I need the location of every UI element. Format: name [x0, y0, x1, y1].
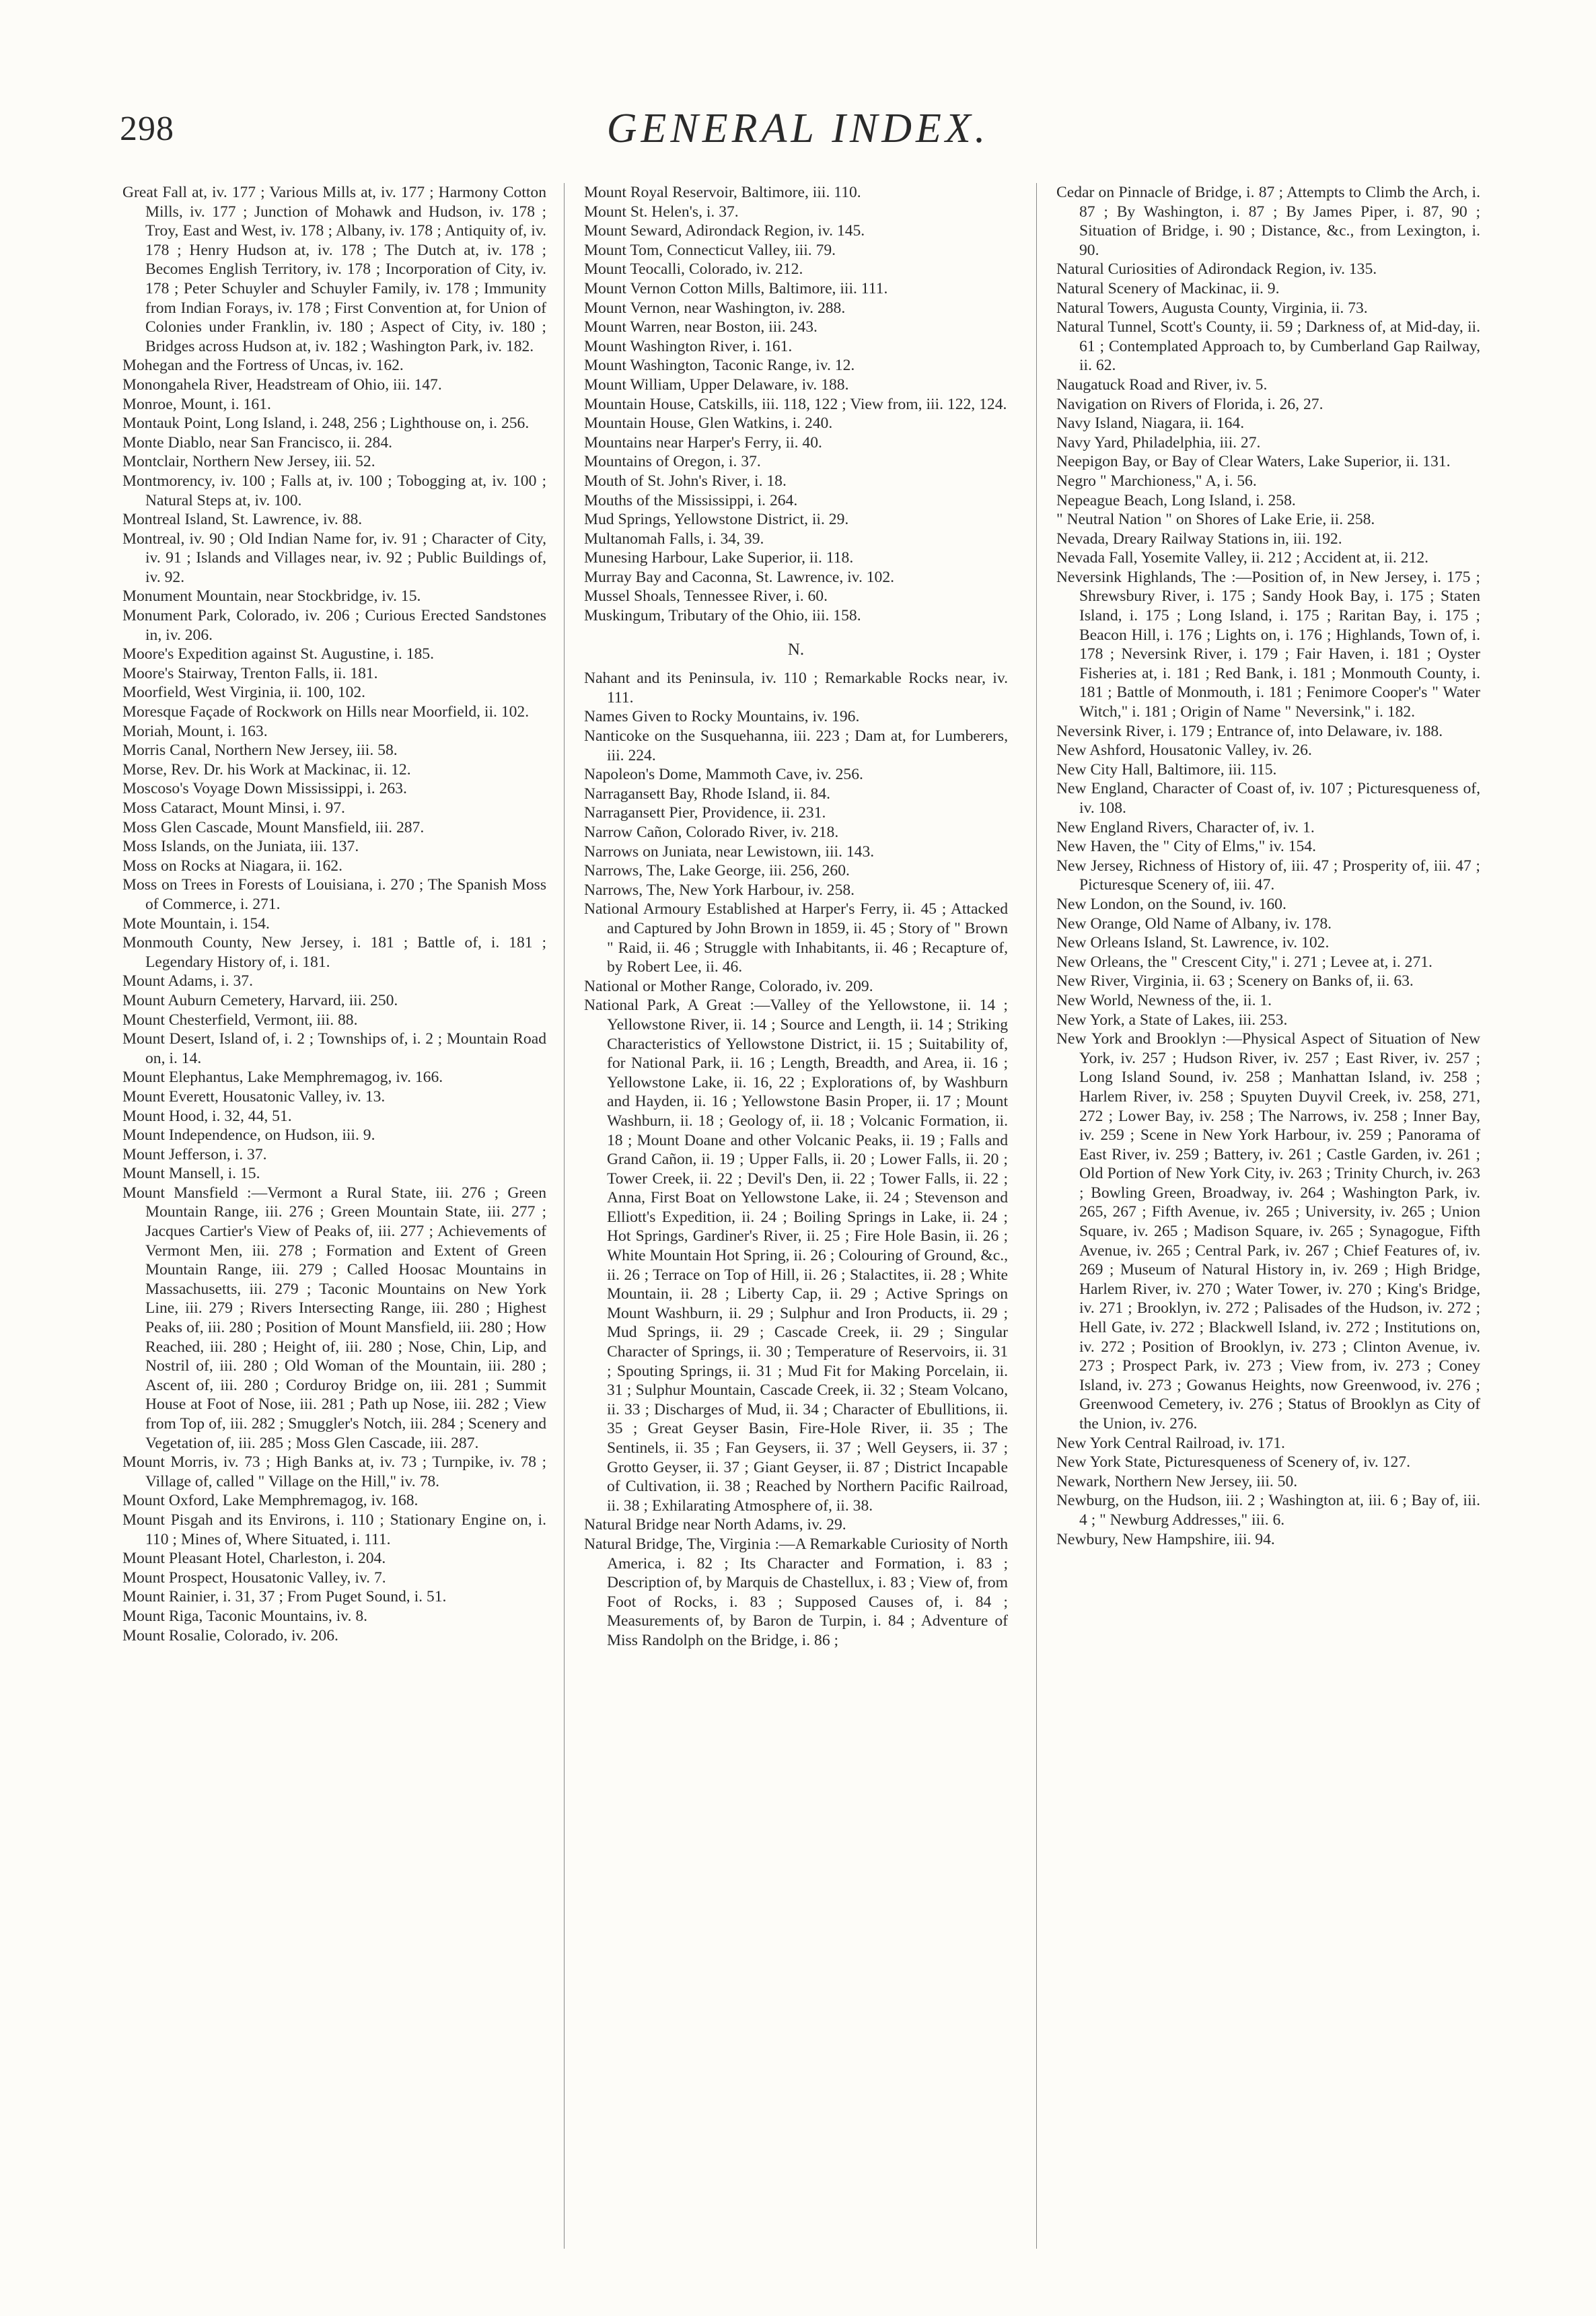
index-entry: Mount Washington, Taconic Range, iv. 12.	[584, 357, 855, 375]
index-entry: Moore's Stairway, Trenton Falls, ii. 181.	[122, 664, 378, 682]
index-entry: New York Central Railroad, iv. 171.	[1056, 1434, 1285, 1452]
index-entry: Neversink River, i. 179 ; Entrance of, into Delaware, iv. 188.	[1056, 722, 1443, 740]
index-entry: Mount Vernon, near Washington, iv. 288.	[584, 299, 846, 317]
index-entry: Mountains near Harper's Ferry, ii. 40.	[584, 433, 822, 451]
index-entry: Mount Hood, i. 32, 44, 51.	[122, 1107, 292, 1125]
index-entry: Newbury, New Hampshire, iii. 94.	[1056, 1530, 1275, 1548]
index-entry: Newburg, on the Hudson, iii. 2 ; Washington at, iii. 6 ; Bay of, iii. 4 ; " Newburg Addresses," iii. 6.	[1056, 1492, 1480, 1529]
index-entry: Muskingum, Tributary of the Ohio, iii. 158.	[584, 607, 861, 625]
index-entry: Names Given to Rocky Mountains, iv. 196.	[584, 708, 860, 726]
index-entry: Narrows, The, New York Harbour, iv. 258.	[584, 881, 855, 899]
index-entry: Moscoso's Voyage Down Mississippi, i. 263.	[122, 780, 407, 798]
index-entry: Mount Pleasant Hotel, Charleston, i. 204.	[122, 1550, 386, 1568]
index-entry: New Orleans Island, St. Lawrence, iv. 102.	[1056, 934, 1330, 952]
index-entry: New Orange, Old Name of Albany, iv. 178.	[1056, 914, 1332, 933]
index-entry: Mount Warren, near Boston, iii. 243.	[584, 318, 818, 336]
index-entry: Natural Towers, Augusta County, Virginia, ii. 73.	[1056, 299, 1368, 317]
index-entry: New Ashford, Housatonic Valley, iv. 26.	[1056, 741, 1312, 760]
index-entry: New York State, Picturesqueness of Scenery of, iv. 127.	[1056, 1453, 1410, 1472]
index-entry: Moss Islands, on the Juniata, iii. 137.	[122, 838, 359, 856]
index-entry: Mouths of the Mississippi, i. 264.	[584, 491, 798, 509]
index-entry: Nevada Fall, Yosemite Valley, ii. 212 ; Accident at, ii. 212.	[1056, 549, 1429, 567]
index-entry: New Orleans, the " Crescent City," i. 271 ; Levee at, i. 271.	[1056, 953, 1432, 971]
index-group-n	[584, 669, 1008, 1650]
section-letter: N.	[787, 640, 805, 659]
index-entry: Multanomah Falls, i. 34, 39.	[584, 530, 764, 548]
index-entry: Monmouth County, New Jersey, i. 181 ; Battle of, i. 181 ; Legendary History of, i. 181.	[122, 934, 546, 971]
index-entry: Morse, Rev. Dr. his Work at Mackinac, ii. 12.	[122, 760, 411, 779]
index-entry: Navy Yard, Philadelphia, iii. 27.	[1056, 433, 1261, 451]
index-entry: Mount Pisgah and its Environs, i. 110 ; Stationary Engine on, i. 110 ; Mines of, Where Situated, i. 111.	[122, 1511, 546, 1548]
index-entry: New Jersey, Richness of History of, iii. 47 ; Prosperity of, iii. 47 ; Picturesque Scenery of, iii. 47.	[1056, 857, 1480, 894]
index-entry: Narrows on Juniata, near Lewistown, iii. 143.	[584, 842, 875, 861]
index-entry: Mount Riga, Taconic Mountains, iv. 8.	[122, 1607, 368, 1625]
index-entry: Cedar on Pinnacle of Bridge, i. 87 ; Attempts to Climb the Arch, i. 87 ; By Washington, i. 87 ; By James Piper, i. 87, 90 ; Situation of Bridge, i. 90 ; Distance, &c., from Lexington, i. 90.	[1056, 184, 1480, 259]
index-entry: Natural Scenery of Mackinac, ii. 9.	[1056, 279, 1280, 297]
index-entry: Narrow Cañon, Colorado River, iv. 218.	[584, 824, 839, 841]
index-entry: Narragansett Pier, Providence, ii. 231.	[584, 804, 826, 822]
index-entry: Moorfield, West Virginia, ii. 100, 102.	[122, 684, 366, 702]
index-entry: New Haven, the " City of Elms," iv. 154.	[1056, 838, 1317, 856]
index-entry: Moore's Expedition against St. Augustine, i. 185.	[122, 645, 434, 663]
index-entry: Nahant and its Peninsula, iv. 110 ; Remarkable Rocks near, iv. 111.	[584, 670, 1008, 707]
index-entry: Mud Springs, Yellowstone District, ii. 29.	[584, 511, 849, 529]
index-entry: Mount Auburn Cemetery, Harvard, iii. 250.	[122, 991, 398, 1009]
index-entry: Mount Chesterfield, Vermont, iii. 88.	[122, 1011, 358, 1029]
index-entry: Monument Park, Colorado, iv. 206 ; Curious Erected Sandstones in, iv. 206.	[122, 607, 546, 644]
index-entry: Mount Washington River, i. 161.	[584, 337, 793, 355]
index-entry: Moss on Rocks at Niagara, ii. 162.	[122, 857, 342, 875]
index-entry: Mount Jefferson, i. 37.	[122, 1145, 267, 1163]
index-entry: Natural Tunnel, Scott's County, ii. 59 ; Darkness of, at Mid-day, ii. 61 ; Contemplated Approach to, by Cumberland Gap Railway, ii. 62.	[1056, 318, 1480, 375]
index-entry: Mount Royal Reservoir, Baltimore, iii. 110.	[584, 184, 861, 201]
index-entry: New City Hall, Baltimore, iii. 115.	[1056, 760, 1277, 779]
index-entry: National or Mother Range, Colorado, iv. 209.	[584, 977, 873, 995]
index-entry: Moss on Trees in Forests of Louisiana, i. 270 ; The Spanish Moss of Commerce, i. 271.	[122, 876, 546, 913]
index-entry: Moss Cataract, Mount Minsi, i. 97.	[122, 799, 345, 817]
index-entry: Morris Canal, Northern New Jersey, iii. 58.	[122, 741, 398, 760]
index-entry: Murray Bay and Caconna, St. Lawrence, iv. 102.	[584, 568, 895, 586]
index-entry: Mount Adams, i. 37.	[122, 972, 254, 990]
index-entry: Mount Teocalli, Colorado, iv. 212.	[584, 260, 803, 279]
index-entry: Natural Bridge, The, Virginia :—A Remarkable Curiosity of North America, i. 82 ; Its Character and Formation, i. 83 ; Description of, by Marquis de Chastellux, i. 83 ; View of, from Foot of Rocks, i. 83 ; Supposed Causes of, i. 84 ; Measurements of, by Baron de Turpin, i. 84 ; Adventure of Miss Randolph on the Bridge, i. 86 ;	[584, 1535, 1008, 1649]
page-title: GENERAL INDEX.	[606, 106, 990, 151]
index-entry: National Park, A Great :—Valley of the Yellowstone, ii. 14 ; Yellowstone River, ii. 14 ; Source and Length, ii. 14 ; Striking Characteristics of Yellowstone District, ii. 15 ; Suitability of, for National Park, ii. 16 ; Length, Breadth, and Area, ii. 16 ; Yellowstone Lake, ii. 16, 22 ; Explorations of, by Washburn and Hayden, ii. 16 ; Yellowstone Basin Proper, ii. 17 ; Mount Washburn, ii. 18 ; Geology of, ii. 18 ; Volcanic Formation, ii. 18 ; Mount Doane and other Volcanic Peaks, ii. 19 ; Falls and Grand Cañon, ii. 19 ; Upper Falls, ii. 20 ; Lower Falls, ii. 20 ; Tower Creek, ii. 22 ; Devil's Den, ii. 22 ; Tower Falls, ii. 22 ; Anna, First Boat on Yellowstone Lake, ii. 24 ; Stevenson and Elliott's Expedition, ii. 24 ; Boiling Springs in Lake, ii. 24 ; Hot Springs, Gardiner's River, ii. 25 ; Fire Hole Basin, ii. 26 ; White Mountain Hot Spring, ii. 26 ; Colouring of Ground, &c., ii. 26 ; Terrace on Top of Hill, ii. 26 ; Stalactites, ii. 28 ; White Mountain, ii. 28 ; Liberty Cap, ii. 29 ; Active Springs on Mount Washburn, ii. 29 ; Sulphur and Iron Products, ii. 29 ; Mud Springs, ii. 29 ; Cascade Creek, ii. 29 ; Singular Character of Springs, ii. 30 ; Temperature of Reservoirs, ii. 31 ; Spouting Springs, ii. 31 ; Mud Fit for Making Porcelain, ii. 31 ; Sulphur Mountain, Cascade Creek, ii. 32 ; Steam Volcano, ii. 33 ; Discharges of Mud, ii. 34 ; Character of Ebullitions, ii. 35 ; Great Geyser Basin, Fire-Hole River, ii. 35 ; The Sentinels, ii. 35 ; Fan Geysers, ii. 37 ; Well Geysers, ii. 37 ; Grotto Geyser, ii. 37 ; Giant Geyser, ii. 87 ; District Incapable of Cultivation, ii. 38 ; Reached by Northern Pacific Railroad, ii. 38 ; Exhilarating Atmosphere of, ii. 38.	[584, 997, 1008, 1515]
index-entry: Mount Seward, Adirondack Region, iv. 145.	[584, 222, 865, 240]
index-entry: Mount William, Upper Delaware, iv. 188.	[584, 375, 849, 394]
index-entry: Mouth of St. John's River, i. 18.	[584, 472, 787, 490]
index-entry: Mount St. Helen's, i. 37.	[584, 203, 739, 221]
index-entry: Monongahela River, Headstream of Ohio, iii. 147.	[122, 375, 442, 394]
index-column-3	[1056, 183, 1480, 2282]
index-entry: Neversink Highlands, The :—Position of, in New Jersey, i. 175 ; Shrewsbury River, i. 175 ; Sandy Hook Bay, i. 175 ; Staten Island, i. 175 ; Long Island, i. 175 ; Raritan Bay, i. 175 ; Beacon Hill, i. 176 ; Lights on, i. 176 ; Highlands, Town of, i. 178 ; Neversink River, i. 179 ; Fair Haven, i. 181 ; Oyster Fisheries at, i. 181 ; Red Bank, i. 181 ; Monmouth County, i. 181 ; Battle of Monmouth, i. 181 ; Fenimore Cooper's " Water Witch," i. 181 ; Origin of Name " Neversink," i. 182.	[1056, 568, 1480, 721]
index-group-m	[584, 183, 1008, 626]
index-entry: Mountains of Oregon, i. 37.	[584, 453, 761, 471]
index-entry: New World, Newness of the, ii. 1.	[1056, 991, 1272, 1009]
index-entry: Mount Mansfield :—Vermont a Rural State, iii. 276 ; Green Mountain Range, iii. 276 ; Green Mountain State, iii. 277 ; Jacques Cartier's View of Peaks of, iii. 277 ; Achievements of Vermont Men, iii. 278 ; Formation and Extent of Green Mountain Range, iii. 279 ; Called Hoosac Mountains in Massachusetts, iii. 279 ; Taconic Mountains on New York Line, iii. 279 ; Rivers Intersecting Range, iii. 280 ; Highest Peaks of, iii. 280 ; Position of Mount Mansfield, iii. 280 ; How Reached, iii. 280 ; Height of, iii. 280 ; Nose, Chin, Lip, and Nostril of, iii. 280 ; Old Woman of the Mountain, iii. 280 ; Ascent of, iii. 280 ; Corduroy Bridge on, iii. 281 ; Summit House at Foot of Nose, iii. 281 ; Path up Nose, iii. 282 ; View from Top of, iii. 282 ; Smuggler's Notch, iii. 284 ; Scenery and Vegetation of, iii. 285 ; Moss Glen Cascade, iii. 287.	[122, 1184, 546, 1452]
index-entry: New England, Character of Coast of, iv. 107 ; Picturesqueness of, iv. 108.	[1056, 780, 1480, 817]
index-entry: Montmorency, iv. 100 ; Falls at, iv. 100 ; Tobogging at, iv. 100 ; Natural Steps at, iv. 100.	[122, 472, 546, 509]
index-entry: New York, a State of Lakes, iii. 253.	[1056, 1011, 1288, 1029]
index-entry: Mount Desert, Island of, i. 2 ; Townships of, i. 2 ; Mountain Road on, i. 14.	[122, 1030, 546, 1067]
index-entry: Natural Curiosities of Adirondack Region, iv. 135.	[1056, 260, 1377, 279]
index-entry: Narragansett Bay, Rhode Island, ii. 84.	[584, 785, 831, 803]
index-entry: Mussel Shoals, Tennessee River, i. 60.	[584, 587, 828, 606]
index-entry: Mount Oxford, Lake Memphremagog, iv. 168.	[122, 1492, 419, 1510]
index-entry: Moriah, Mount, i. 163.	[122, 722, 268, 740]
index-column-2	[584, 183, 1008, 2282]
index-entry: New England Rivers, Character of, iv. 1.	[1056, 818, 1315, 836]
index-entry: Montreal Island, St. Lawrence, iv. 88.	[122, 511, 363, 529]
index-entry: Montclair, Northern New Jersey, iii. 52.	[122, 453, 375, 471]
index-entry: Montreal, iv. 90 ; Old Indian Name for, iv. 91 ; Character of City, iv. 91 ; Islands and Villages near, iv. 92 ; Public Buildings of, iv. 92.	[122, 530, 546, 586]
index-entry: Mount Rainier, i. 31, 37 ; From Puget Sound, i. 51.	[122, 1588, 447, 1606]
index-entry: Monte Diablo, near San Francisco, ii. 284.	[122, 433, 393, 451]
index-entry: Mount Prospect, Housatonic Valley, iv. 7.	[122, 1568, 386, 1587]
index-entry: Newark, Northern New Jersey, iii. 50.	[1056, 1472, 1298, 1490]
index-entry: Munesing Harbour, Lake Superior, ii. 118.	[584, 549, 854, 567]
index-entry: Navy Island, Niagara, ii. 164.	[1056, 414, 1245, 433]
index-entry: Mount Elephantus, Lake Memphremagog, iv. 166.	[122, 1069, 443, 1087]
index-entry: New River, Virginia, ii. 63 ; Scenery on Banks of, ii. 63.	[1056, 972, 1414, 990]
index-column-1	[122, 183, 546, 2282]
index-entry: Moresque Façade of Rockwork on Hills near Moorfield, ii. 102.	[122, 703, 530, 721]
index-entry: Monument Mountain, near Stockbridge, iv. 15.	[122, 587, 421, 606]
index-entry: Monroe, Mount, i. 161.	[122, 395, 271, 413]
index-body	[0, 183, 1596, 2282]
index-entry: Mount Morris, iv. 73 ; High Banks at, iv. 73 ; Turnpike, iv. 78 ; Village of, called " Village on the Hill," iv. 78.	[122, 1453, 546, 1490]
index-entry: Nevada, Dreary Railway Stations in, iii. 192.	[1056, 530, 1342, 548]
index-entry: Neepigon Bay, or Bay of Clear Waters, Lake Superior, ii. 131.	[1056, 453, 1451, 471]
index-entry: Mountain House, Catskills, iii. 118, 122 ; View from, iii. 122, 124.	[584, 395, 1007, 413]
index-entry: Mount Vernon Cotton Mills, Baltimore, iii. 111.	[584, 279, 888, 297]
index-entry: Mount Tom, Connecticut Valley, iii. 79.	[584, 241, 836, 259]
index-entry: Mount Everett, Housatonic Valley, iv. 13.	[122, 1087, 386, 1106]
index-entry: Moss Glen Cascade, Mount Mansfield, iii. 287.	[122, 818, 425, 836]
index-entry: Mount Independence, on Hudson, iii. 9.	[122, 1126, 375, 1145]
index-entry: Nanticoke on the Susquehanna, iii. 223 ; Dam at, for Lumberers, iii. 224.	[584, 727, 1008, 764]
index-entry: National Armoury Established at Harper's Ferry, ii. 45 ; Attacked and Captured by John Brown in 1859, ii. 45 ; Story of " Brown " Raid, ii. 46 ; Struggle with Inhabitants, ii. 46 ; Recapture of, by Robert Lee, ii. 46.	[584, 900, 1008, 976]
index-entry: New London, on the Sound, iv. 160.	[1056, 895, 1286, 913]
index-entry: Mohegan and the Fortress of Uncas, iv. 162.	[122, 357, 404, 375]
index-entry: Napoleon's Dome, Mammoth Cave, iv. 256.	[584, 766, 863, 784]
index-entry: Great Fall at, iv. 177 ; Various Mills at, iv. 177 ; Harmony Cotton Mills, iv. 177 ; Junction of Mohawk and Hudson, iv. 178 ; Troy, East and West, iv. 178 ; Albany, iv. 178 ; Antiquity of, iv. 178 ; Henry Hudson at, iv. 178 ; The Dutch at, iv. 178 ; Becomes English Territory, iv. 178 ; Incorporation of City, iv. 178 ; Peter Schuyler and Schuyler Family, iv. 178 ; Immunity from Indian Forays, iv. 178 ; First Convention at, for Union of Colonies under Franklin, iv. 180 ; Aspect of City, iv. 180 ; Bridges across Hudson at, iv. 182 ; Washington Park, iv. 182.	[122, 184, 546, 355]
index-entry: Naugatuck Road and River, iv. 5.	[1056, 375, 1268, 394]
index-entry: Mountain House, Glen Watkins, i. 240.	[584, 414, 833, 433]
page-number: 298	[120, 110, 174, 148]
index-entry: Narrows, The, Lake George, iii. 256, 260.	[584, 862, 850, 880]
index-entry: Montauk Point, Long Island, i. 248, 256 ; Lighthouse on, i. 256.	[122, 414, 530, 433]
index-entry: " Neutral Nation " on Shores of Lake Erie, ii. 258.	[1056, 511, 1375, 529]
index-entry: Natural Bridge near North Adams, iv. 29.	[584, 1516, 846, 1534]
index-entry: Mount Rosalie, Colorado, iv. 206.	[122, 1626, 338, 1644]
index-entry: Negro " Marchioness," A, i. 56.	[1056, 472, 1257, 490]
index-entry: New York and Brooklyn :—Physical Aspect of Situation of New York, iv. 257 ; Hudson River, iv. 257 ; East River, iv. 257 ; Long Island Sound, iv. 258 ; Manhattan Island, iv. 258 ; Harlem River, iv. 258 ; Spuyten Duyvil Creek, iv. 258, 271, 272 ; Lower Bay, iv. 258 ; The Narrows, iv. 258 ; Inner Bay, iv. 259 ; Scene in New York Harbour, iv. 259 ; Panorama of East River, iv. 259 ; Battery, iv. 261 ; Castle Garden, iv. 261 ; Old Portion of New York City, iv. 263 ; Trinity Church, iv. 263 ; Bowling Green, Broadway, iv. 264 ; Washington Park, iv. 265, 267 ; Fifth Avenue, iv. 265 ; University, iv. 265 ; Union Square, iv. 265 ; Madison Square, iv. 265 ; Synagogue, Fifth Avenue, iv. 265 ; Central Park, iv. 267 ; Chief Features of, iv. 269 ; Museum of Natural History in, iv. 269 ; High Bridge, Harlem River, iv. 270 ; Water Tower, iv. 270 ; King's Bridge, iv. 271 ; Brooklyn, iv. 272 ; Palisades of the Hudson, iv. 272 ; Hell Gate, iv. 272 ; Blackwell Island, iv. 272 ; Institutions on, iv. 272 ; Position of Brooklyn, iv. 273 ; Clinton Avenue, iv. 273 ; Prospect Park, iv. 273 ; View from, iv. 273 ; Coney Island, iv. 273 ; Gowanus Heights, now Greenwood, iv. 276 ; Greenwood Cemetery, iv. 276 ; Status of Brooklyn as City of the Union, iv. 276.	[1056, 1030, 1480, 1433]
index-entry: Nepeague Beach, Long Island, i. 258.	[1056, 491, 1296, 509]
index-entry: Navigation on Rivers of Florida, i. 26, 27.	[1056, 395, 1323, 413]
index-entry: Mount Mansell, i. 15.	[122, 1165, 260, 1183]
index-entry: Mote Mountain, i. 154.	[122, 914, 270, 933]
